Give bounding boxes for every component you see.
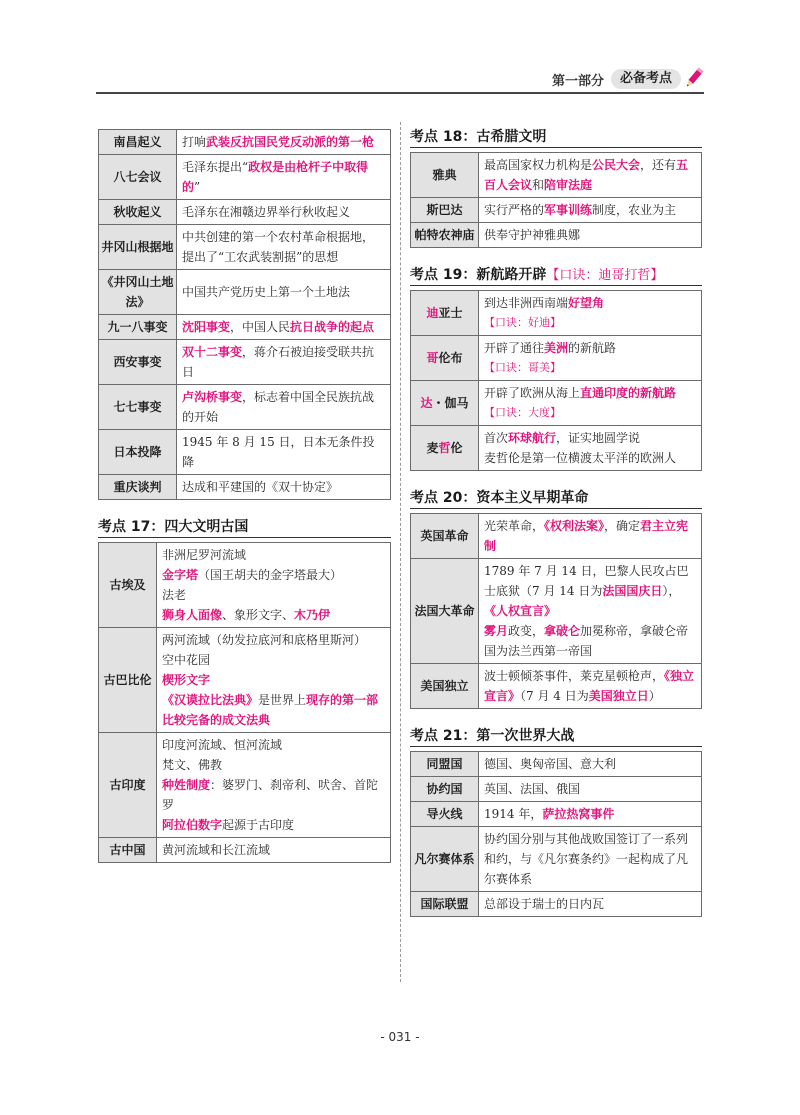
row-content [479,802,702,827]
table-row [99,385,391,430]
highlight-text: 沈阳事变 [182,320,231,334]
content-line [484,601,696,621]
text-segment: 和 [532,178,545,192]
content-line [162,545,385,565]
table-row [411,198,702,223]
text-segment: 1945 年 8 月 15 日，日本无条件投降 [182,435,375,469]
ww1-table [410,751,702,917]
table-row [411,664,702,709]
highlight-text: 萨拉热窝事件 [542,807,615,821]
table-row [99,130,391,155]
highlight-text: 迪 [426,306,439,320]
row-label: 帕特农神庙 [411,223,479,248]
text-segment: 最高国家权力机构是 [484,158,593,172]
events-table [98,129,391,500]
text-segment: ） [648,689,661,703]
row-content [157,543,391,628]
table-row [99,315,391,340]
row-content [177,270,391,315]
text-segment: 开辟了通往 [484,341,545,355]
highlight-text: 拿破仑 [544,624,581,638]
text-segment: 黄河流域和长江流域 [162,843,271,857]
row-content [479,223,702,248]
highlight-text: 直通印度的新航路 [580,386,677,400]
mnemonic-tip: 【口诀：好迪】 [484,316,561,329]
text-segment: ” [194,180,201,194]
text-segment: 起源于古印度 [222,818,295,832]
table-row [99,733,391,838]
text-segment: 伦 [450,441,463,455]
table-row [411,426,702,471]
text-segment: 首次 [484,431,509,445]
highlight-text: 哥 [426,351,439,365]
highlight-text: 君主立宪制 [484,519,689,553]
row-label: 古中国 [99,838,157,863]
table-row [99,543,391,628]
table-row [411,223,702,248]
highlight-text: 双十二事变 [182,345,243,359]
row-label: 西安事变 [99,340,177,385]
row-label: 古埃及 [99,543,157,628]
highlight-text: 法国国庆日 [602,584,663,598]
table-row [411,802,702,827]
table-row [411,892,702,917]
row-content [479,664,702,709]
row-label: 井冈山根据地 [99,225,177,270]
text-segment: （国王胡夫的金字塔最大） [198,568,343,582]
text-segment: 麦 [426,441,439,455]
highlight-text: 雾月 [484,624,509,638]
highlight-text: 政权是由枪杆子中取得的 [182,160,369,194]
row-content [479,426,702,471]
text-segment: 实行严格的 [484,203,545,217]
greece-table [410,152,702,248]
text-segment: 打响 [182,135,207,149]
highlight-text: 木乃伊 [294,608,331,622]
row-content [177,130,391,155]
text-segment: ，中国人民 [230,320,291,334]
row-content [177,430,391,475]
header-section-label: 第一部分 [552,74,605,89]
header-badge: 必备考点 [611,69,681,89]
page-number: - 031 - [380,1030,420,1044]
text-segment: 空中花园 [162,653,211,667]
text-segment: 中国共产党历史上第一个土地法 [182,285,351,299]
text-segment: ，标志着中国全民族抗战的开始 [182,390,375,424]
text-segment: 政变， [508,624,545,638]
highlight-text: 陪审法庭 [544,178,593,192]
header-rule [96,92,704,94]
row-content [157,628,391,733]
text-segment: 非洲尼罗河流域 [162,548,247,562]
text-segment: ・伽马 [432,396,469,410]
row-label: 古巴比伦 [99,628,157,733]
section-title-19-text: 考点 19：新航路开辟 [410,267,547,283]
row-content [479,827,702,892]
table-row [99,628,391,733]
content-line [162,755,385,775]
highlight-text: 美洲 [544,341,569,355]
table-row [411,291,702,336]
highlight-text: 环球航行 [508,431,557,445]
table-row [99,430,391,475]
highlight-text: 《权利法案》 [544,519,605,533]
text-segment: 制度，农业为主 [592,203,677,217]
text-segment: ：婆罗门、刹帝利、吠舍、首陀罗 [162,778,379,812]
text-segment: 印度河流域、恒河流域 [162,738,283,752]
row-content [479,892,702,917]
highlight-text: 金字塔 [162,568,199,582]
text-segment: 的新航路 [568,341,617,355]
text-segment: 两河流域（幼发拉底河和底格里斯河） [162,633,367,647]
row-label: 协约国 [411,777,479,802]
highlight-text: 阿拉伯数字 [162,818,223,832]
left-column [98,129,391,863]
text-segment: 梵文、佛教 [162,758,223,772]
highlight-text: 《人权宣言》 [484,604,557,618]
row-label: 凡尔赛体系 [411,827,479,892]
section-title-19-tip: 【口诀：迪哥打哲】 [546,268,664,283]
row-content [177,475,391,500]
highlight-text: 哲 [438,441,451,455]
table-row [411,777,702,802]
row-label: 古印度 [99,733,157,838]
text-segment: 麦哲伦是第一位横渡太平洋的欧洲人 [484,451,677,465]
text-segment: 1914 年， [484,807,543,821]
row-label: 同盟国 [411,752,479,777]
text-segment: 总部设于瑞士的日内瓦 [484,897,605,911]
content-line [484,448,696,468]
page-header [0,66,800,94]
section-title-17: 考点 17：四大文明古国 [98,516,391,538]
right-column [410,126,702,917]
highlight-text: 公民大会 [592,158,641,172]
text-segment: 毛泽东在湘赣边界举行秋收起义 [182,205,351,219]
text-segment: 德国、奥匈帝国、意大利 [484,757,617,771]
table-row [411,827,702,892]
column-divider [400,122,401,982]
content-line [484,293,696,313]
text-segment: 到达非洲西南端 [484,296,569,310]
content-line [162,585,385,605]
text-segment: 中共创建的第一个农村革命根据地，提出了“工农武装割据”的思想 [182,230,375,264]
text-segment: 法老 [162,588,187,602]
row-label: 南昌起义 [99,130,177,155]
highlight-text: 《独立宣言》 [484,669,695,703]
row-label: 法国大革命 [411,559,479,664]
text-segment: 1789 年 7 月 14 日，巴黎人民攻占巴士底狱（7 月 14 日为 [484,564,689,598]
text-segment: 毛泽东提出“ [182,160,249,174]
row-content [479,514,702,559]
content-line [162,650,385,670]
text-segment: ，确定 [604,519,641,533]
content-line [162,690,385,730]
text-segment: 达成和平建国的《双十协定》 [182,480,339,494]
row-content [157,838,391,863]
row-content [177,200,391,225]
highlight-text: 《汉谟拉比法典》 [162,693,259,707]
table-row [99,270,391,315]
highlight-text: 卢沟桥事变 [182,390,243,404]
section-title-18: 考点 18：古希腊文明 [410,126,702,148]
content-line [162,670,385,690]
highlight-text: 抗日战争的起点 [290,320,375,334]
section-title-21: 考点 21：第一次世界大战 [410,725,702,747]
highlight-text: 狮身人面像 [162,608,223,622]
highlight-text: 达 [420,396,433,410]
text-segment: ，证实地圆学说 [556,431,641,445]
text-segment: ，蒋介石被迫接受联共抗日 [182,345,375,379]
row-label: 日本投降 [99,430,177,475]
row-label: 英国革命 [411,514,479,559]
text-segment: 、象形文字、 [222,608,295,622]
highlight-text: 军事训练 [544,203,593,217]
pencil-icon [684,66,704,90]
text-segment: 加冕称帝，拿破仑帝国为法兰西第一帝国 [484,624,689,658]
civilizations-table [98,542,391,863]
row-label: 重庆谈判 [99,475,177,500]
mnemonic-tip: 【口诀：大度】 [484,406,561,419]
row-label [411,336,479,381]
row-content [479,777,702,802]
row-label: 美国独立 [411,664,479,709]
row-content [177,340,391,385]
row-content [479,198,702,223]
row-label: 国际联盟 [411,892,479,917]
content-line [162,840,385,860]
row-content [479,381,702,426]
table-row [411,559,702,664]
row-label: 秋收起义 [99,200,177,225]
highlight-text: 好望角 [568,296,605,310]
table-row [411,514,702,559]
table-row [99,340,391,385]
row-content [177,315,391,340]
content-line [484,383,696,403]
table-row [99,225,391,270]
content-line [162,735,385,755]
content-line [484,561,696,601]
text-segment: 伦布 [438,351,463,365]
highlight-text: 楔形文字 [162,673,211,687]
content-line [162,630,385,650]
highlight-text: 五百人会议 [484,158,689,192]
text-segment: （7 月 4 日为 [520,689,589,703]
table-row [411,336,702,381]
text-segment: 英国、法国、俄国 [484,782,581,796]
row-label: 《井冈山土地法》 [99,270,177,315]
text-segment: ）， [662,584,681,598]
highlight-text: 武装反抗国民党反动派的第一枪 [206,135,375,149]
content-line [484,428,696,448]
text-segment: 协约国分别与其他战败国签订了一系列和约，与《凡尔赛条约》一起构成了凡尔赛体系 [484,832,689,886]
content-line [484,621,696,661]
content-line [162,605,385,625]
row-content [157,733,391,838]
table-row [411,153,702,198]
content-line [484,338,696,358]
table-row [99,200,391,225]
row-label: 八七会议 [99,155,177,200]
text-segment: ，还有 [640,158,677,172]
table-row [411,752,702,777]
revolutions-table [410,513,702,709]
highlight-text: 种姓制度 [162,778,211,792]
text-segment: 波士顿倾茶事件，莱克星顿枪声， [484,669,665,683]
row-content [177,225,391,270]
row-content [177,385,391,430]
row-label: 九一八事变 [99,315,177,340]
table-row [99,155,391,200]
row-label [411,291,479,336]
mnemonic-tip: 【口诀：哥美】 [484,361,561,374]
row-content [177,155,391,200]
row-content [479,559,702,664]
content-line [162,815,385,835]
highlight-text: 美国独立日 [588,689,649,703]
section-title-19 [410,264,702,286]
row-content [479,291,702,336]
row-label: 导火线 [411,802,479,827]
row-content [479,336,702,381]
table-row [99,475,391,500]
new-routes-table [410,290,702,471]
text-segment: 开辟了欧洲从海上 [484,386,581,400]
section-title-20: 考点 20：资本主义早期革命 [410,487,702,509]
row-content [479,153,702,198]
row-label [411,381,479,426]
row-label [411,426,479,471]
table-row [411,381,702,426]
row-label: 七七事变 [99,385,177,430]
content-line [162,565,385,585]
text-segment: 是世界上 [258,693,307,707]
text-segment: 光荣革命， [484,519,545,533]
text-segment: 亚士 [438,306,463,320]
row-label: 斯巴达 [411,198,479,223]
content-line [162,775,385,815]
table-row [99,838,391,863]
row-content [479,752,702,777]
text-segment: 供奉守护神雅典娜 [484,228,581,242]
highlight-text: 现存的第一部比较完备的成文法典 [162,693,379,727]
row-label: 雅典 [411,153,479,198]
